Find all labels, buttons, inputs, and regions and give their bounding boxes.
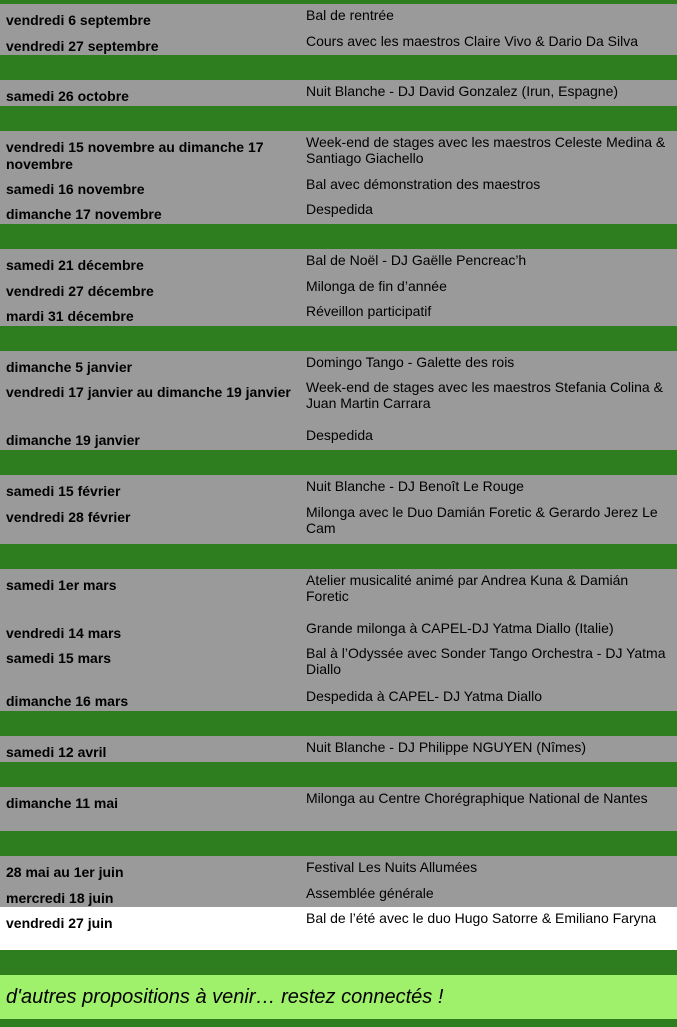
event-row [0, 351, 677, 376]
event-title: Despedida à CAPEL- DJ Yatma Diallo [306, 688, 543, 704]
month-group [0, 736, 677, 762]
event-date: vendredi 6 septembre [6, 12, 151, 28]
event-row [0, 787, 677, 831]
event-title: Despedida [306, 201, 373, 217]
event-date: vendredi 28 février [6, 509, 131, 525]
event-title: Milonga de fin d’année [306, 278, 447, 294]
event-date: 28 mai au 1er juin [6, 864, 124, 880]
event-date: samedi 21 décembre [6, 257, 144, 273]
event-date: vendredi 27 septembre [6, 38, 159, 54]
event-date: dimanche 11 mai [6, 795, 119, 811]
event-date: vendredi 14 mars [6, 625, 122, 641]
month-group [0, 131, 677, 224]
event-row [0, 173, 677, 198]
event-title: Réveillon participatif [306, 303, 432, 319]
event-title: Nuit Blanche - DJ Benoît Le Rouge [306, 478, 524, 494]
event-date: mardi 31 décembre [6, 308, 134, 324]
month-group [0, 569, 677, 711]
event-title: Bal à l’Odyssée avec Sonder Tango Orchestra - DJ Yatma Diallo [306, 645, 666, 677]
event-row [0, 736, 677, 762]
event-title: Festival Les Nuits Allumées [306, 859, 478, 875]
event-title: Bal de l’été avec le duo Hugo Satorre & Emiliano Faryna [306, 910, 657, 926]
event-row [0, 475, 677, 501]
event-row [0, 131, 677, 173]
month-group [0, 787, 677, 831]
month-separator [0, 544, 677, 569]
event-date: samedi 1er mars [6, 577, 117, 593]
month-separator [0, 224, 677, 249]
event-row [0, 907, 677, 950]
month-separator [0, 55, 677, 80]
month-separator [0, 450, 677, 475]
event-date: dimanche 19 janvier [6, 432, 140, 448]
event-title: Domingo Tango - Galette des rois [306, 354, 515, 370]
event-date: samedi 26 octobre [6, 88, 129, 104]
event-date: samedi 15 mars [6, 650, 112, 666]
event-row [0, 424, 677, 450]
event-title: Week-end de stages avec les maestros Stefania Colina & Juan Martin Carrara [306, 379, 663, 411]
event-row [0, 275, 677, 300]
month-group [0, 856, 677, 950]
event-title: Despedida [306, 427, 373, 443]
footer-text: d'autres propositions à venir… restez connectés ! [6, 985, 444, 1008]
event-date: samedi 16 novembre [6, 181, 145, 197]
month-group [0, 249, 677, 326]
event-title: Grande milonga à CAPEL-DJ Yatma Diallo (Italie) [306, 620, 614, 636]
event-row [0, 685, 677, 711]
event-title: Bal de Noël - DJ Gaëlle Pencreac’h [306, 252, 527, 268]
event-row [0, 198, 677, 224]
event-date: samedi 15 février [6, 483, 121, 499]
event-row [0, 569, 677, 617]
event-row [0, 856, 677, 882]
event-date: mercredi 18 juin [6, 890, 114, 906]
event-title: Cours avec les maestros Claire Vivo & Dario Da Silva [306, 33, 638, 49]
footer-separator [0, 950, 677, 975]
event-row [0, 642, 677, 685]
event-title: Bal avec démonstration des maestros [306, 176, 541, 192]
event-title: Milonga au Centre Chorégraphique National de Nantes [306, 790, 648, 806]
event-date: vendredi 15 novembre au dimanche 17 novembre [6, 139, 264, 172]
event-title: Atelier musicalité animé par Andrea Kuna & Damián Foretic [306, 572, 629, 604]
month-separator [0, 326, 677, 351]
event-row [0, 617, 677, 642]
month-group [0, 4, 677, 55]
event-title: Assemblée générale [306, 885, 434, 901]
event-date: samedi 12 avril [6, 744, 107, 760]
event-row [0, 80, 677, 106]
agenda-groups [0, 4, 677, 975]
month-group [0, 351, 677, 450]
event-row [0, 4, 677, 30]
event-row [0, 30, 677, 55]
event-date: dimanche 5 janvier [6, 359, 133, 375]
month-separator [0, 762, 677, 787]
event-row [0, 249, 677, 275]
event-row [0, 882, 677, 907]
event-title: Bal de rentrée [306, 7, 394, 23]
month-separator [0, 106, 677, 131]
event-date: dimanche 17 novembre [6, 206, 162, 222]
event-date: dimanche 16 mars [6, 693, 129, 709]
month-group [0, 475, 677, 544]
footer-banner [0, 975, 677, 1019]
event-date: vendredi 27 décembre [6, 283, 154, 299]
event-title: Nuit Blanche - DJ David Gonzalez (Irun, Espagne) [306, 83, 619, 99]
event-date: vendredi 27 juin [6, 915, 113, 931]
month-group [0, 80, 677, 106]
event-date: vendredi 17 janvier au dimanche 19 janvier [6, 384, 291, 400]
event-row [0, 376, 677, 424]
event-title: Milonga avec le Duo Damián Foretic & Gerardo Jerez Le Cam [306, 504, 658, 536]
event-title: Week-end de stages avec les maestros Celeste Medina & Santiago Giachello [306, 134, 666, 166]
bottom-separator [0, 1019, 677, 1027]
event-row [0, 501, 677, 544]
event-row [0, 300, 677, 326]
event-title: Nuit Blanche - DJ Philippe NGUYEN (Nîmes) [306, 739, 587, 755]
month-separator [0, 711, 677, 736]
month-separator [0, 831, 677, 856]
